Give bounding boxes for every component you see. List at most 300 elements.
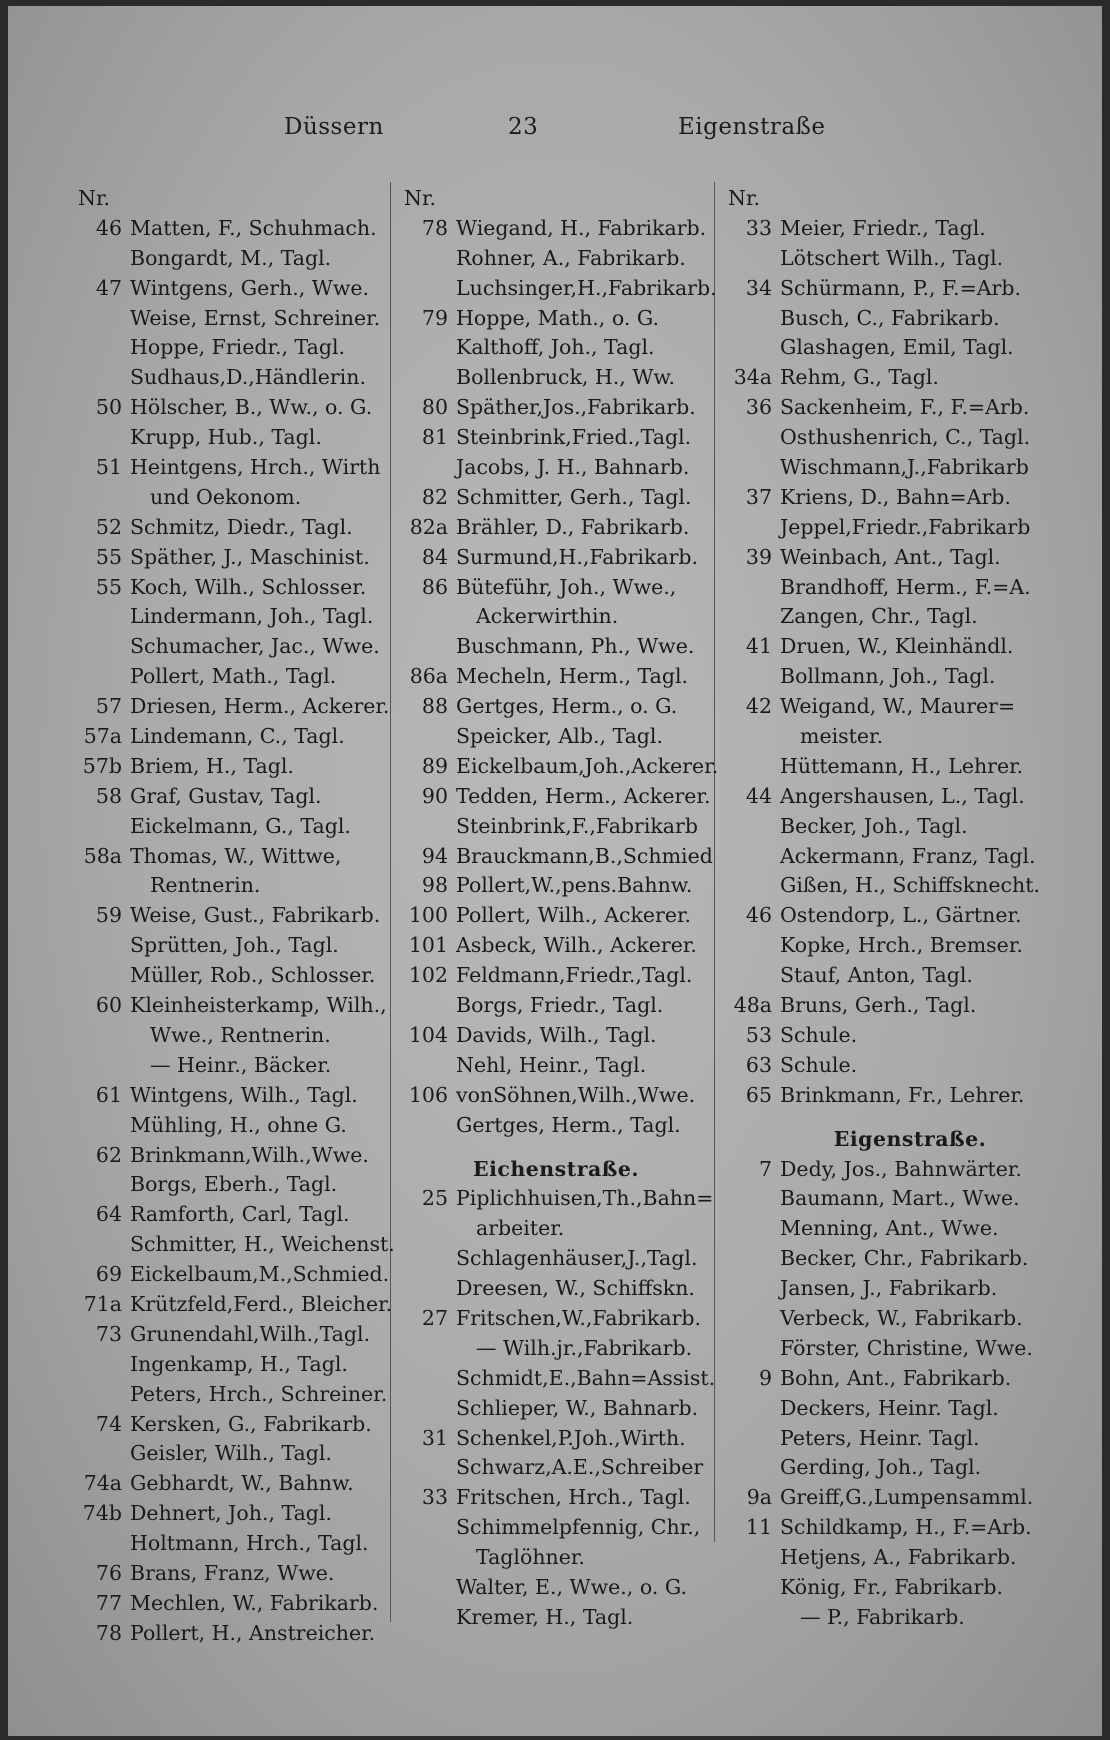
directory-entry	[70, 1051, 395, 1081]
resident-entry: Grunendahl,Wilh.,Tagl.	[130, 1321, 371, 1346]
directory-entry	[720, 1304, 1100, 1334]
header-right: Eigenstraße	[678, 114, 826, 140]
directory-entry	[396, 602, 716, 632]
directory-entry	[720, 483, 1100, 513]
house-number	[720, 752, 780, 782]
house-number	[396, 1274, 456, 1304]
directory-entry	[720, 1184, 1100, 1214]
house-number: 78	[421, 215, 448, 240]
column-label: Nr.	[728, 186, 761, 210]
house-number: 57	[95, 694, 122, 719]
house-number	[720, 513, 780, 543]
house-number: 74	[95, 1411, 122, 1436]
house-number	[396, 1334, 456, 1364]
resident-entry: Fritschen,W.,Fabrikarb.	[456, 1305, 702, 1330]
house-number: 53	[745, 1022, 772, 1047]
directory-entry	[70, 871, 395, 901]
resident-entry: Weise, Ernst, Schreiner.	[130, 305, 381, 330]
directory-entry	[396, 363, 716, 393]
resident-entry: Ingenkamp, H., Tagl.	[130, 1351, 348, 1376]
directory-entry	[720, 1603, 1100, 1633]
resident-entry: Brähler, D., Fabrikarb.	[456, 514, 690, 539]
house-number: 74b	[82, 1501, 122, 1526]
resident-entry: Dehnert, Joh., Tagl.	[130, 1501, 332, 1526]
directory-entry	[396, 513, 716, 543]
house-number: 65	[745, 1082, 772, 1107]
directory-entry	[396, 1021, 716, 1051]
directory-entry	[720, 423, 1100, 453]
directory-entry	[396, 1111, 716, 1141]
house-number: 31	[421, 1425, 448, 1450]
directory-entry	[720, 393, 1100, 423]
house-number: 98	[421, 873, 448, 898]
resident-entry: Pollert,W.,pens.Bahnw.	[456, 873, 693, 898]
resident-entry: Bruns, Gerh., Tagl.	[780, 993, 977, 1018]
house-number	[396, 333, 456, 363]
house-number: 58	[95, 783, 122, 808]
directory-entry	[396, 1214, 716, 1244]
directory-entry	[396, 752, 719, 782]
resident-entry: Glashagen, Emil, Tagl.	[780, 335, 1014, 360]
house-number	[396, 1111, 456, 1141]
resident-entry: Wwe., Rentnerin.	[150, 1022, 331, 1047]
directory-entry	[70, 1290, 395, 1320]
directory-entry	[396, 274, 716, 304]
directory-entry	[396, 1603, 716, 1633]
directory-entry	[720, 1364, 1100, 1394]
resident-entry: Brinkmann, Fr., Lehrer.	[780, 1082, 1025, 1107]
resident-entry: — P., Fabrikarb.	[800, 1604, 965, 1629]
directory-entry	[70, 692, 395, 722]
resident-entry: Sudhaus,D.,Händlerin.	[130, 365, 366, 390]
house-number	[720, 1453, 780, 1483]
house-number: 100	[408, 903, 448, 928]
house-number	[70, 1380, 130, 1410]
house-number: 34	[745, 275, 772, 300]
directory-entry	[396, 1424, 716, 1454]
resident-entry: Kalthoff, Joh., Tagl.	[456, 335, 655, 360]
resident-entry: Dreesen, W., Schiffskn.	[456, 1276, 695, 1301]
house-number	[70, 812, 130, 842]
directory-entry	[70, 483, 395, 513]
house-number	[70, 1111, 130, 1141]
house-number: 71a	[83, 1291, 122, 1316]
directory-entry	[70, 842, 395, 872]
resident-entry: Hölscher, B., Ww., o. G.	[130, 395, 373, 420]
house-number	[720, 1274, 780, 1304]
directory-entry	[70, 1469, 395, 1499]
resident-entry: Hetjens, A., Fabrikarb.	[780, 1545, 1017, 1570]
resident-entry: Fritschen, Hrch., Tagl.	[456, 1485, 691, 1510]
resident-entry: Speicker, Alb., Tagl.	[456, 724, 664, 749]
directory-entry	[720, 1573, 1100, 1603]
directory-entry	[396, 1483, 716, 1513]
directory-entry	[396, 901, 716, 931]
house-number	[720, 453, 780, 483]
resident-entry: Schürmann, P., F.=Arb.	[780, 275, 1021, 300]
resident-entry: Hoppe, Math., o. G.	[456, 305, 660, 330]
directory-entry	[720, 662, 1100, 692]
column-label: Nr.	[404, 186, 437, 210]
house-number	[70, 871, 130, 901]
house-number	[720, 931, 780, 961]
house-number	[720, 333, 780, 363]
house-number: 61	[95, 1082, 122, 1107]
resident-entry: Hoppe, Friedr., Tagl.	[130, 335, 346, 360]
house-number: 55	[95, 544, 122, 569]
house-number	[70, 244, 130, 274]
directory-entry	[70, 1410, 395, 1440]
resident-entry: Lindermann, Joh., Tagl.	[130, 604, 374, 629]
directory-entry	[720, 961, 1100, 991]
house-number: 27	[421, 1305, 448, 1330]
directory-entry	[396, 722, 716, 752]
house-number	[396, 1244, 456, 1274]
directory-entry	[720, 842, 1100, 872]
directory-entry	[396, 1081, 716, 1111]
house-number	[720, 871, 780, 901]
house-number	[396, 602, 456, 632]
house-number	[70, 483, 130, 513]
house-number: 11	[745, 1515, 772, 1540]
resident-entry: Bohn, Ant., Fabrikarb.	[780, 1365, 1012, 1390]
house-number: 84	[421, 544, 448, 569]
directory-entry	[70, 513, 395, 543]
directory-entry	[720, 1244, 1100, 1274]
house-number	[396, 991, 456, 1021]
resident-entry: Gißen, H., Schiffsknecht.	[780, 873, 1040, 898]
directory-entry	[70, 632, 395, 662]
resident-entry: — Wilh.jr.,Fabrikarb.	[476, 1335, 693, 1360]
house-number: 51	[95, 455, 122, 480]
house-number: 86a	[409, 664, 448, 689]
resident-entry: Wintgens, Gerh., Wwe.	[130, 275, 370, 300]
resident-entry: Rentnerin.	[150, 873, 261, 898]
directory-entry	[70, 333, 395, 363]
house-number: 58a	[83, 843, 122, 868]
house-number: 78	[95, 1620, 122, 1645]
directory-entry	[720, 304, 1100, 334]
resident-entry: Koch, Wilh., Schlosser.	[130, 574, 367, 599]
resident-entry: Brauckmann,B.,Schmied	[456, 843, 713, 868]
directory-entry	[720, 1155, 1100, 1185]
house-number	[70, 961, 130, 991]
directory-entry	[720, 453, 1100, 483]
resident-entry: Heintgens, Hrch., Wirth	[130, 455, 381, 480]
directory-entry	[720, 1424, 1100, 1454]
directory-entry	[70, 1320, 395, 1350]
directory-entry	[396, 782, 716, 812]
directory-entry	[396, 662, 716, 692]
house-number: 50	[95, 395, 122, 420]
directory-entry	[720, 782, 1100, 812]
house-number: 94	[421, 843, 448, 868]
resident-entry: Wintgens, Wilh., Tagl.	[130, 1082, 358, 1107]
house-number	[720, 573, 780, 603]
house-number	[396, 1453, 456, 1483]
directory-entry	[396, 483, 716, 513]
resident-entry: Lötschert Wilh., Tagl.	[780, 245, 1004, 270]
resident-entry: Feldmann,Friedr.,Tagl.	[456, 963, 693, 988]
house-number: 62	[95, 1142, 122, 1167]
house-number: 101	[408, 933, 448, 958]
house-number: 59	[95, 903, 122, 928]
directory-entry	[70, 931, 395, 961]
directory-entry	[70, 1260, 395, 1290]
directory-entry	[70, 1439, 395, 1469]
directory-entry	[396, 543, 716, 573]
resident-entry: Späther,Jos.,Fabrikarb.	[456, 395, 696, 420]
directory-entry	[720, 1021, 1100, 1051]
directory-entry	[720, 632, 1100, 662]
column-label: Nr.	[78, 186, 111, 210]
resident-entry: Peters, Hrch., Schreiner.	[130, 1381, 388, 1406]
house-number	[70, 1170, 130, 1200]
directory-entry	[720, 1274, 1100, 1304]
directory-entry	[70, 1200, 395, 1230]
resident-entry: Meier, Friedr., Tagl.	[780, 215, 986, 240]
directory-entry	[70, 1529, 395, 1559]
house-number	[720, 1424, 780, 1454]
resident-entry: Lindemann, C., Tagl.	[130, 724, 345, 749]
resident-entry: Pollert, Wilh., Ackerer.	[456, 903, 692, 928]
resident-entry: Borgs, Eberh., Tagl.	[130, 1172, 338, 1197]
directory-entry	[70, 722, 395, 752]
directory-entry	[70, 752, 395, 782]
directory-page	[8, 6, 1102, 1736]
resident-entry: Buschmann, Ph., Wwe.	[456, 634, 695, 659]
house-number: 41	[745, 634, 772, 659]
directory-entry	[70, 662, 395, 692]
house-number: 25	[421, 1186, 448, 1211]
resident-entry: Förster, Christine, Wwe.	[780, 1335, 1033, 1360]
resident-entry: Eickelbaum,M.,Schmied.	[130, 1262, 390, 1287]
directory-entry	[720, 274, 1100, 304]
directory-entry	[396, 1244, 716, 1274]
house-number	[70, 1051, 130, 1081]
house-number	[720, 722, 780, 752]
house-number: 55	[95, 574, 122, 599]
resident-entry: Gerding, Joh., Tagl.	[780, 1455, 982, 1480]
resident-entry: König, Fr., Fabrikarb.	[780, 1574, 1003, 1599]
resident-entry: Kremer, H., Tagl.	[456, 1604, 634, 1629]
resident-entry: Müller, Rob., Schlosser.	[130, 963, 376, 988]
resident-entry: Eickelmann, G., Tagl.	[130, 813, 351, 838]
resident-entry: Busch, C., Fabrikarb.	[780, 305, 1000, 330]
directory-entry	[720, 991, 1100, 1021]
house-number	[70, 931, 130, 961]
resident-entry: Bollmann, Joh., Tagl.	[780, 664, 996, 689]
directory-entry	[396, 1334, 716, 1364]
directory-entry	[396, 1394, 716, 1424]
directory-entry	[396, 961, 716, 991]
house-number: 47	[95, 275, 122, 300]
house-number: 57b	[82, 753, 122, 778]
house-number	[720, 662, 780, 692]
house-number	[720, 1214, 780, 1244]
directory-entry	[70, 1230, 395, 1260]
resident-entry: Mühling, H., ohne G.	[130, 1112, 347, 1137]
house-number: 52	[95, 514, 122, 539]
house-number	[720, 602, 780, 632]
resident-entry: Sprütten, Joh., Tagl.	[130, 933, 339, 958]
directory-entry	[396, 393, 716, 423]
resident-entry: Ackermann, Franz, Tagl.	[780, 843, 1036, 868]
directory-entry	[70, 812, 395, 842]
house-number: 77	[95, 1590, 122, 1615]
directory-entry	[70, 453, 395, 483]
directory-entry	[720, 513, 1100, 543]
house-number	[720, 961, 780, 991]
directory-entry	[70, 901, 395, 931]
directory-entry	[720, 1453, 1100, 1483]
resident-entry: Weinbach, Ant., Tagl.	[780, 544, 1001, 569]
house-number	[720, 812, 780, 842]
directory-entry	[720, 722, 1100, 752]
resident-entry: Mechlen, W., Fabrikarb.	[130, 1590, 379, 1615]
resident-entry: Zangen, Chr., Tagl.	[780, 604, 978, 629]
house-number: 7	[758, 1156, 772, 1181]
directory-entry	[396, 304, 716, 334]
column-1	[70, 184, 395, 1649]
directory-entry	[396, 1453, 716, 1483]
resident-entry: Jeppel,Friedr.,Fabrikarb	[780, 514, 1031, 539]
house-number: 63	[745, 1052, 772, 1077]
house-number	[70, 602, 130, 632]
house-number	[720, 244, 780, 274]
house-number: 9	[758, 1365, 772, 1390]
resident-entry: Brinkmann,Wilh.,Wwe.	[130, 1142, 369, 1167]
house-number	[70, 304, 130, 334]
directory-entry	[70, 1589, 395, 1619]
resident-entry: Bongardt, M., Tagl.	[130, 245, 332, 270]
house-number	[396, 244, 456, 274]
resident-entry: Davids, Wilh., Tagl.	[456, 1022, 657, 1047]
directory-entry	[720, 1051, 1100, 1081]
resident-entry: Schumacher, Jac., Wwe.	[130, 634, 380, 659]
directory-entry	[396, 812, 716, 842]
directory-entry	[720, 752, 1100, 782]
resident-entry: Ostendorp, L., Gärtner.	[780, 903, 1022, 928]
resident-entry: und Oekonom.	[150, 484, 302, 509]
resident-entry: vonSöhnen,Wilh.,Wwe.	[456, 1082, 696, 1107]
house-number	[720, 1184, 780, 1214]
house-number: 60	[95, 993, 122, 1018]
house-number	[70, 662, 130, 692]
house-number	[70, 1439, 130, 1469]
resident-entry: Jansen, J., Fabrikarb.	[780, 1276, 998, 1301]
house-number	[720, 842, 780, 872]
house-number	[720, 1603, 780, 1633]
directory-entry	[720, 602, 1100, 632]
resident-entry: Wiegand, H., Fabrikarb.	[456, 215, 707, 240]
resident-entry: Wischmann,J.,Fabrikarb	[780, 455, 1029, 480]
resident-entry: Gertges, Herm., o. G.	[456, 694, 678, 719]
resident-entry: Luchsinger,H.,Fabrikarb.	[456, 275, 717, 300]
house-number: 36	[745, 395, 772, 420]
directory-entry	[720, 333, 1100, 363]
directory-entry	[70, 1619, 395, 1649]
directory-entry	[70, 602, 395, 632]
directory-entry	[720, 543, 1100, 573]
resident-entry: Steinbrink,Fried.,Tagl.	[456, 425, 692, 450]
house-number: 89	[421, 753, 448, 778]
resident-entry: Asbeck, Wilh., Ackerer.	[456, 933, 697, 958]
resident-entry: Taglöhner.	[476, 1545, 585, 1570]
resident-entry: Weise, Gust., Fabrikarb.	[130, 903, 381, 928]
resident-entry: Schule.	[780, 1052, 858, 1077]
house-number: 76	[95, 1560, 122, 1585]
directory-entry	[70, 393, 395, 423]
directory-entry	[70, 543, 395, 573]
directory-entry	[70, 1141, 395, 1171]
directory-entry	[70, 274, 395, 304]
directory-entry	[70, 423, 395, 453]
directory-entry	[720, 692, 1100, 722]
resident-entry: Graf, Gustav, Tagl.	[130, 783, 322, 808]
resident-entry: arbeiter.	[476, 1216, 565, 1241]
directory-entry	[70, 961, 395, 991]
house-number	[720, 1543, 780, 1573]
house-number: 104	[408, 1022, 448, 1047]
resident-entry: Gebhardt, W., Bahnw.	[130, 1471, 354, 1496]
resident-entry: Baumann, Mart., Wwe.	[780, 1186, 1020, 1211]
resident-entry: Gertges, Herm., Tagl.	[456, 1112, 681, 1137]
house-number: 46	[745, 903, 772, 928]
house-number: 82a	[409, 514, 448, 539]
directory-entry	[720, 1334, 1100, 1364]
house-number: 106	[408, 1082, 448, 1107]
house-number: 39	[745, 544, 772, 569]
resident-entry: Nehl, Heinr., Tagl.	[456, 1052, 647, 1077]
house-number	[70, 363, 130, 393]
house-number: 81	[421, 425, 448, 450]
resident-entry: Tedden, Herm., Ackerer.	[456, 783, 711, 808]
resident-entry: Schenkel,P.Joh.,Wirth.	[456, 1425, 686, 1450]
resident-entry: — Heinr., Bäcker.	[150, 1052, 332, 1077]
resident-entry: Osthushenrich, C., Tagl.	[780, 425, 1031, 450]
resident-entry: Druen, W., Kleinhändl.	[780, 634, 1014, 659]
header-left: Düssern	[284, 114, 384, 140]
resident-entry: Sackenheim, F., F.=Arb.	[780, 395, 1030, 420]
resident-entry: Piplichhuisen,Th.,Bahn=	[456, 1186, 714, 1211]
house-number: 73	[95, 1321, 122, 1346]
directory-entry	[70, 1380, 395, 1410]
house-number: 86	[421, 574, 448, 599]
directory-entry	[70, 1350, 395, 1380]
directory-entry	[720, 244, 1100, 274]
directory-entry	[396, 1184, 716, 1214]
street-heading: Eichenstraße.	[472, 1156, 640, 1181]
directory-entry	[70, 214, 395, 244]
directory-entry	[720, 931, 1100, 961]
resident-entry: Peters, Heinr. Tagl.	[780, 1425, 980, 1450]
house-number: 74a	[83, 1471, 122, 1496]
directory-entry	[396, 423, 716, 453]
house-number	[720, 304, 780, 334]
resident-entry: Dedy, Jos., Bahnwärter.	[780, 1156, 1022, 1181]
resident-entry: Surmund,H.,Fabrikarb.	[456, 544, 699, 569]
directory-entry	[70, 1499, 395, 1529]
resident-entry: Schule.	[780, 1022, 858, 1047]
house-number	[70, 1021, 130, 1051]
resident-entry: Holtmann, Hrch., Tagl.	[130, 1531, 369, 1556]
resident-entry: Geisler, Wilh., Tagl.	[130, 1441, 332, 1466]
house-number: 80	[421, 395, 448, 420]
house-number: 64	[95, 1202, 122, 1227]
house-number	[70, 632, 130, 662]
directory-entry	[396, 573, 716, 603]
